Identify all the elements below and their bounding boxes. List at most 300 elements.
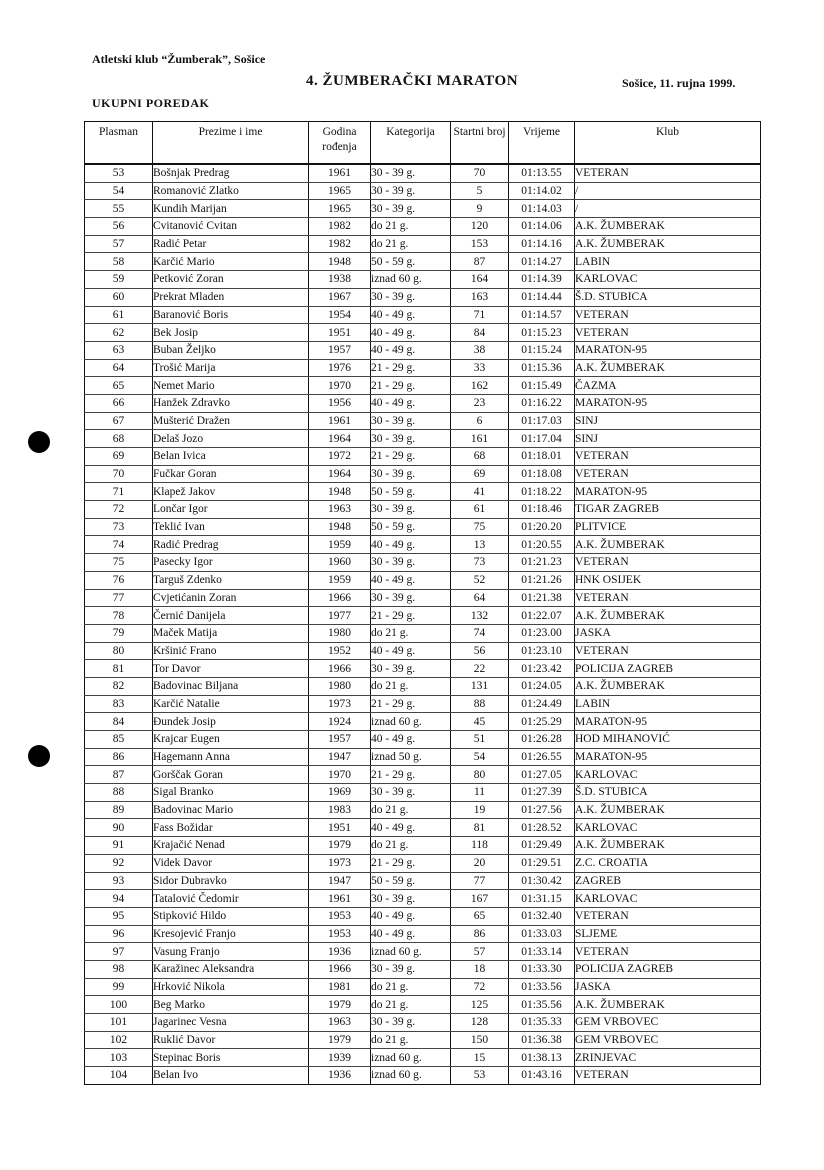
cell-name: Bek Josip — [153, 324, 309, 342]
cell-name: Ruklić Davor — [153, 1031, 309, 1049]
cell-plasman: 98 — [85, 960, 153, 978]
cell-time: 01:14.57 — [509, 306, 575, 324]
cell-time: 01:38.13 — [509, 1049, 575, 1067]
table-row — [85, 324, 761, 342]
cell-start-number: 77 — [451, 872, 509, 890]
cell-birth-year: 1973 — [309, 854, 371, 872]
cell-club: VETERAN — [575, 642, 761, 660]
cell-birth-year: 1970 — [309, 377, 371, 395]
table-row — [85, 1067, 761, 1085]
punch-hole-bottom — [28, 745, 50, 767]
cell-time: 01:36.38 — [509, 1031, 575, 1049]
cell-birth-year: 1982 — [309, 235, 371, 253]
cell-time: 01:30.42 — [509, 872, 575, 890]
table-row — [85, 200, 761, 218]
cell-start-number: 18 — [451, 960, 509, 978]
cell-club: VETERAN — [575, 465, 761, 483]
cell-category: 30 - 39 g. — [371, 412, 451, 430]
cell-category: 30 - 39 g. — [371, 589, 451, 607]
event-date: Sošice, 11. rujna 1999. — [622, 76, 736, 90]
cell-name: Radić Petar — [153, 235, 309, 253]
club-name: Atletski klub “Žumberak”, Sošice — [92, 52, 266, 66]
cell-category: 50 - 59 g. — [371, 518, 451, 536]
cell-time: 01:29.51 — [509, 854, 575, 872]
cell-birth-year: 1980 — [309, 624, 371, 642]
cell-club: VETERAN — [575, 589, 761, 607]
cell-club: LABIN — [575, 253, 761, 271]
cell-club: A.K. ŽUMBERAK — [575, 801, 761, 819]
cell-time: 01:31.15 — [509, 890, 575, 908]
cell-category: 40 - 49 g. — [371, 642, 451, 660]
table-row — [85, 483, 761, 501]
table-row — [85, 218, 761, 236]
cell-plasman: 94 — [85, 890, 153, 908]
cell-time: 01:20.20 — [509, 518, 575, 536]
cell-birth-year: 1961 — [309, 890, 371, 908]
cell-birth-year: 1954 — [309, 306, 371, 324]
cell-time: 01:25.29 — [509, 713, 575, 731]
table-row — [85, 571, 761, 589]
cell-name: Trošić Marija — [153, 359, 309, 377]
cell-category: 21 - 29 g. — [371, 359, 451, 377]
cell-start-number: 23 — [451, 394, 509, 412]
cell-start-number: 86 — [451, 925, 509, 943]
cell-birth-year: 1964 — [309, 430, 371, 448]
cell-time: 01:23.00 — [509, 624, 575, 642]
cell-club: KARLOVAC — [575, 271, 761, 289]
cell-club: VETERAN — [575, 943, 761, 961]
cell-name: Stepinac Boris — [153, 1049, 309, 1067]
cell-time: 01:43.16 — [509, 1067, 575, 1085]
cell-plasman: 64 — [85, 359, 153, 377]
cell-name: Buban Željko — [153, 341, 309, 359]
cell-plasman: 91 — [85, 837, 153, 855]
table-row — [85, 430, 761, 448]
cell-plasman: 57 — [85, 235, 153, 253]
cell-category: 40 - 49 g. — [371, 306, 451, 324]
cell-time: 01:21.38 — [509, 589, 575, 607]
cell-start-number: 75 — [451, 518, 509, 536]
cell-start-number: 19 — [451, 801, 509, 819]
col-header-name: Prezime i ime — [153, 122, 309, 165]
cell-start-number: 22 — [451, 660, 509, 678]
cell-start-number: 164 — [451, 271, 509, 289]
table-row — [85, 677, 761, 695]
cell-category: do 21 g. — [371, 996, 451, 1014]
table-row — [85, 907, 761, 925]
table-row — [85, 394, 761, 412]
cell-time: 01:23.42 — [509, 660, 575, 678]
cell-birth-year: 1953 — [309, 907, 371, 925]
cell-name: Tatalović Čedomir — [153, 890, 309, 908]
table-row — [85, 182, 761, 200]
results-body — [85, 164, 761, 1084]
cell-category: 21 - 29 g. — [371, 766, 451, 784]
cell-start-number: 87 — [451, 253, 509, 271]
cell-start-number: 162 — [451, 377, 509, 395]
cell-plasman: 97 — [85, 943, 153, 961]
cell-category: iznad 50 g. — [371, 748, 451, 766]
cell-club: VETERAN — [575, 324, 761, 342]
cell-name: Baranović Boris — [153, 306, 309, 324]
cell-time: 01:27.39 — [509, 784, 575, 802]
cell-club: KARLOVAC — [575, 890, 761, 908]
cell-name: Teklić Ivan — [153, 518, 309, 536]
cell-name: Krajcar Eugen — [153, 731, 309, 749]
cell-birth-year: 1966 — [309, 589, 371, 607]
table-row — [85, 854, 761, 872]
cell-club: SINJ — [575, 412, 761, 430]
cell-club: ZAGREB — [575, 872, 761, 890]
cell-club: A.K. ŽUMBERAK — [575, 218, 761, 236]
page-subtitle: UKUPNI POREDAK — [92, 96, 210, 110]
table-row — [85, 978, 761, 996]
cell-category: 21 - 29 g. — [371, 607, 451, 625]
cell-start-number: 51 — [451, 731, 509, 749]
col-header-category: Kategorija — [371, 122, 451, 165]
cell-name: Karčić Mario — [153, 253, 309, 271]
cell-name: Maček Matija — [153, 624, 309, 642]
cell-start-number: 161 — [451, 430, 509, 448]
table-row — [85, 748, 761, 766]
cell-club: VETERAN — [575, 554, 761, 572]
cell-name: Fass Božidar — [153, 819, 309, 837]
cell-club: GEM VRBOVEC — [575, 1031, 761, 1049]
cell-club: A.K. ŽUMBERAK — [575, 607, 761, 625]
cell-club: JASKA — [575, 978, 761, 996]
cell-birth-year: 1970 — [309, 766, 371, 784]
cell-time: 01:35.56 — [509, 996, 575, 1014]
cell-plasman: 85 — [85, 731, 153, 749]
cell-name: Jagarinec Vesna — [153, 1014, 309, 1032]
cell-time: 01:15.49 — [509, 377, 575, 395]
table-row — [85, 412, 761, 430]
table-row — [85, 235, 761, 253]
cell-name: Černić Danijela — [153, 607, 309, 625]
cell-category: 21 - 29 g. — [371, 695, 451, 713]
cell-plasman: 82 — [85, 677, 153, 695]
cell-name: Hanžek Zdravko — [153, 394, 309, 412]
cell-start-number: 80 — [451, 766, 509, 784]
table-row — [85, 164, 761, 182]
cell-start-number: 64 — [451, 589, 509, 607]
cell-category: 30 - 39 g. — [371, 501, 451, 519]
cell-birth-year: 1938 — [309, 271, 371, 289]
cell-plasman: 86 — [85, 748, 153, 766]
cell-birth-year: 1948 — [309, 518, 371, 536]
cell-plasman: 56 — [85, 218, 153, 236]
cell-category: 40 - 49 g. — [371, 571, 451, 589]
cell-club: A.K. ŽUMBERAK — [575, 235, 761, 253]
cell-category: 21 - 29 g. — [371, 854, 451, 872]
cell-time: 01:28.52 — [509, 819, 575, 837]
cell-plasman: 61 — [85, 306, 153, 324]
cell-category: iznad 60 g. — [371, 713, 451, 731]
cell-name: Bošnjak Predrag — [153, 164, 309, 182]
cell-birth-year: 1977 — [309, 607, 371, 625]
table-row — [85, 607, 761, 625]
cell-club: SINJ — [575, 430, 761, 448]
table-row — [85, 695, 761, 713]
cell-birth-year: 1972 — [309, 448, 371, 466]
cell-start-number: 69 — [451, 465, 509, 483]
cell-plasman: 79 — [85, 624, 153, 642]
cell-category: 40 - 49 g. — [371, 341, 451, 359]
table-row — [85, 766, 761, 784]
table-row — [85, 837, 761, 855]
cell-birth-year: 1957 — [309, 731, 371, 749]
cell-name: Hagemann Anna — [153, 748, 309, 766]
col-header-time: Vrijeme — [509, 122, 575, 165]
cell-birth-year: 1924 — [309, 713, 371, 731]
cell-start-number: 163 — [451, 288, 509, 306]
cell-birth-year: 1966 — [309, 660, 371, 678]
cell-club: VETERAN — [575, 448, 761, 466]
cell-plasman: 54 — [85, 182, 153, 200]
cell-name: Karažinec Aleksandra — [153, 960, 309, 978]
cell-plasman: 66 — [85, 394, 153, 412]
cell-time: 01:33.03 — [509, 925, 575, 943]
cell-name: Fučkar Goran — [153, 465, 309, 483]
cell-time: 01:21.26 — [509, 571, 575, 589]
cell-plasman: 87 — [85, 766, 153, 784]
cell-birth-year: 1948 — [309, 483, 371, 501]
cell-time: 01:17.03 — [509, 412, 575, 430]
cell-name: Beg Marko — [153, 996, 309, 1014]
cell-club: VETERAN — [575, 907, 761, 925]
cell-category: 30 - 39 g. — [371, 288, 451, 306]
cell-start-number: 68 — [451, 448, 509, 466]
cell-category: do 21 g. — [371, 218, 451, 236]
cell-start-number: 38 — [451, 341, 509, 359]
cell-plasman: 76 — [85, 571, 153, 589]
cell-start-number: 6 — [451, 412, 509, 430]
cell-plasman: 78 — [85, 607, 153, 625]
cell-birth-year: 1936 — [309, 943, 371, 961]
table-row — [85, 819, 761, 837]
cell-club: TIGAR ZAGREB — [575, 501, 761, 519]
cell-name: Mušterić Dražen — [153, 412, 309, 430]
cell-time: 01:14.27 — [509, 253, 575, 271]
cell-plasman: 72 — [85, 501, 153, 519]
cell-category: 40 - 49 g. — [371, 731, 451, 749]
cell-name: Karčić Natalie — [153, 695, 309, 713]
cell-start-number: 57 — [451, 943, 509, 961]
cell-birth-year: 1963 — [309, 1014, 371, 1032]
cell-birth-year: 1976 — [309, 359, 371, 377]
cell-club: Š.D. STUBICA — [575, 784, 761, 802]
cell-plasman: 59 — [85, 271, 153, 289]
cell-birth-year: 1967 — [309, 288, 371, 306]
cell-plasman: 99 — [85, 978, 153, 996]
cell-club: HOD MIHANOVIĆ — [575, 731, 761, 749]
cell-name: Belan Ivica — [153, 448, 309, 466]
cell-birth-year: 1982 — [309, 218, 371, 236]
col-header-birth-year: Godina rođenja — [309, 122, 371, 165]
cell-time: 01:33.14 — [509, 943, 575, 961]
cell-category: 40 - 49 g. — [371, 819, 451, 837]
cell-name: Krajačić Nenad — [153, 837, 309, 855]
cell-start-number: 9 — [451, 200, 509, 218]
cell-club: VETERAN — [575, 306, 761, 324]
cell-club: POLICIJA ZAGREB — [575, 660, 761, 678]
cell-plasman: 93 — [85, 872, 153, 890]
cell-start-number: 153 — [451, 235, 509, 253]
cell-birth-year: 1981 — [309, 978, 371, 996]
cell-name: Badovinac Mario — [153, 801, 309, 819]
cell-start-number: 41 — [451, 483, 509, 501]
cell-club: KARLOVAC — [575, 819, 761, 837]
cell-start-number: 61 — [451, 501, 509, 519]
cell-start-number: 65 — [451, 907, 509, 925]
cell-start-number: 74 — [451, 624, 509, 642]
cell-start-number: 52 — [451, 571, 509, 589]
table-row — [85, 341, 761, 359]
cell-time: 01:16.22 — [509, 394, 575, 412]
table-header-row — [85, 122, 761, 165]
cell-time: 01:35.33 — [509, 1014, 575, 1032]
cell-plasman: 71 — [85, 483, 153, 501]
cell-club: SLJEME — [575, 925, 761, 943]
table-row — [85, 960, 761, 978]
page-title: 4. ŽUMBERAČKI MARATON — [306, 73, 519, 89]
col-header-club: Klub — [575, 122, 761, 165]
table-row — [85, 589, 761, 607]
cell-category: 50 - 59 g. — [371, 483, 451, 501]
cell-category: 30 - 39 g. — [371, 200, 451, 218]
cell-birth-year: 1979 — [309, 1031, 371, 1049]
cell-time: 01:23.10 — [509, 642, 575, 660]
cell-category: do 21 g. — [371, 978, 451, 996]
table-row — [85, 801, 761, 819]
cell-time: 01:21.23 — [509, 554, 575, 572]
cell-plasman: 73 — [85, 518, 153, 536]
cell-birth-year: 1965 — [309, 182, 371, 200]
cell-time: 01:33.56 — [509, 978, 575, 996]
cell-category: 40 - 49 g. — [371, 536, 451, 554]
cell-start-number: 88 — [451, 695, 509, 713]
cell-club: A.K. ŽUMBERAK — [575, 677, 761, 695]
cell-time: 01:18.01 — [509, 448, 575, 466]
table-row — [85, 996, 761, 1014]
cell-club: / — [575, 200, 761, 218]
cell-time: 01:14.16 — [509, 235, 575, 253]
cell-time: 01:29.49 — [509, 837, 575, 855]
cell-start-number: 81 — [451, 819, 509, 837]
cell-plasman: 63 — [85, 341, 153, 359]
cell-name: Vasung Franjo — [153, 943, 309, 961]
cell-name: Petković Zoran — [153, 271, 309, 289]
cell-name: Pasecky Igor — [153, 554, 309, 572]
table-row — [85, 448, 761, 466]
cell-birth-year: 1936 — [309, 1067, 371, 1085]
cell-name: Gorščak Goran — [153, 766, 309, 784]
table-row — [85, 784, 761, 802]
cell-plasman: 89 — [85, 801, 153, 819]
cell-birth-year: 1963 — [309, 501, 371, 519]
cell-name: Klapež Jakov — [153, 483, 309, 501]
cell-club: A.K. ŽUMBERAK — [575, 996, 761, 1014]
cell-club: ZRINJEVAC — [575, 1049, 761, 1067]
cell-category: iznad 60 g. — [371, 943, 451, 961]
cell-time: 01:18.08 — [509, 465, 575, 483]
cell-name: Prekrat Mladen — [153, 288, 309, 306]
cell-time: 01:14.06 — [509, 218, 575, 236]
cell-plasman: 92 — [85, 854, 153, 872]
table-row — [85, 465, 761, 483]
cell-time: 01:17.04 — [509, 430, 575, 448]
cell-club: POLICIJA ZAGREB — [575, 960, 761, 978]
cell-category: 30 - 39 g. — [371, 182, 451, 200]
cell-plasman: 62 — [85, 324, 153, 342]
cell-category: 30 - 39 g. — [371, 660, 451, 678]
cell-birth-year: 1960 — [309, 554, 371, 572]
cell-birth-year: 1957 — [309, 341, 371, 359]
cell-category: 30 - 39 g. — [371, 1014, 451, 1032]
cell-plasman: 80 — [85, 642, 153, 660]
cell-start-number: 11 — [451, 784, 509, 802]
cell-plasman: 58 — [85, 253, 153, 271]
cell-birth-year: 1953 — [309, 925, 371, 943]
cell-category: do 21 g. — [371, 801, 451, 819]
table-row — [85, 925, 761, 943]
cell-name: Đundek Josip — [153, 713, 309, 731]
table-row — [85, 642, 761, 660]
cell-club: A.K. ŽUMBERAK — [575, 837, 761, 855]
table-row — [85, 306, 761, 324]
cell-time: 01:14.39 — [509, 271, 575, 289]
cell-time: 01:14.02 — [509, 182, 575, 200]
table-row — [85, 660, 761, 678]
cell-birth-year: 1951 — [309, 819, 371, 837]
cell-plasman: 103 — [85, 1049, 153, 1067]
cell-birth-year: 1969 — [309, 784, 371, 802]
cell-start-number: 150 — [451, 1031, 509, 1049]
table-row — [85, 288, 761, 306]
cell-birth-year: 1959 — [309, 571, 371, 589]
cell-club: MARATON-95 — [575, 483, 761, 501]
cell-plasman: 96 — [85, 925, 153, 943]
cell-category: iznad 60 g. — [371, 1067, 451, 1085]
cell-time: 01:14.44 — [509, 288, 575, 306]
cell-time: 01:27.05 — [509, 766, 575, 784]
cell-start-number: 131 — [451, 677, 509, 695]
cell-category: do 21 g. — [371, 677, 451, 695]
cell-birth-year: 1956 — [309, 394, 371, 412]
cell-category: 30 - 39 g. — [371, 960, 451, 978]
cell-name: Tor Davor — [153, 660, 309, 678]
cell-plasman: 84 — [85, 713, 153, 731]
cell-birth-year: 1983 — [309, 801, 371, 819]
cell-category: do 21 g. — [371, 235, 451, 253]
cell-club: JASKA — [575, 624, 761, 642]
cell-club: KARLOVAC — [575, 766, 761, 784]
cell-time: 01:13.55 — [509, 164, 575, 182]
cell-name: Nemet Mario — [153, 377, 309, 395]
cell-start-number: 128 — [451, 1014, 509, 1032]
cell-category: do 21 g. — [371, 624, 451, 642]
cell-time: 01:27.56 — [509, 801, 575, 819]
cell-time: 01:15.36 — [509, 359, 575, 377]
cell-birth-year: 1965 — [309, 200, 371, 218]
cell-start-number: 125 — [451, 996, 509, 1014]
cell-birth-year: 1948 — [309, 253, 371, 271]
cell-name: Badovinac Biljana — [153, 677, 309, 695]
table-row — [85, 731, 761, 749]
punch-hole-top — [28, 431, 50, 453]
cell-category: do 21 g. — [371, 837, 451, 855]
cell-time: 01:15.24 — [509, 341, 575, 359]
